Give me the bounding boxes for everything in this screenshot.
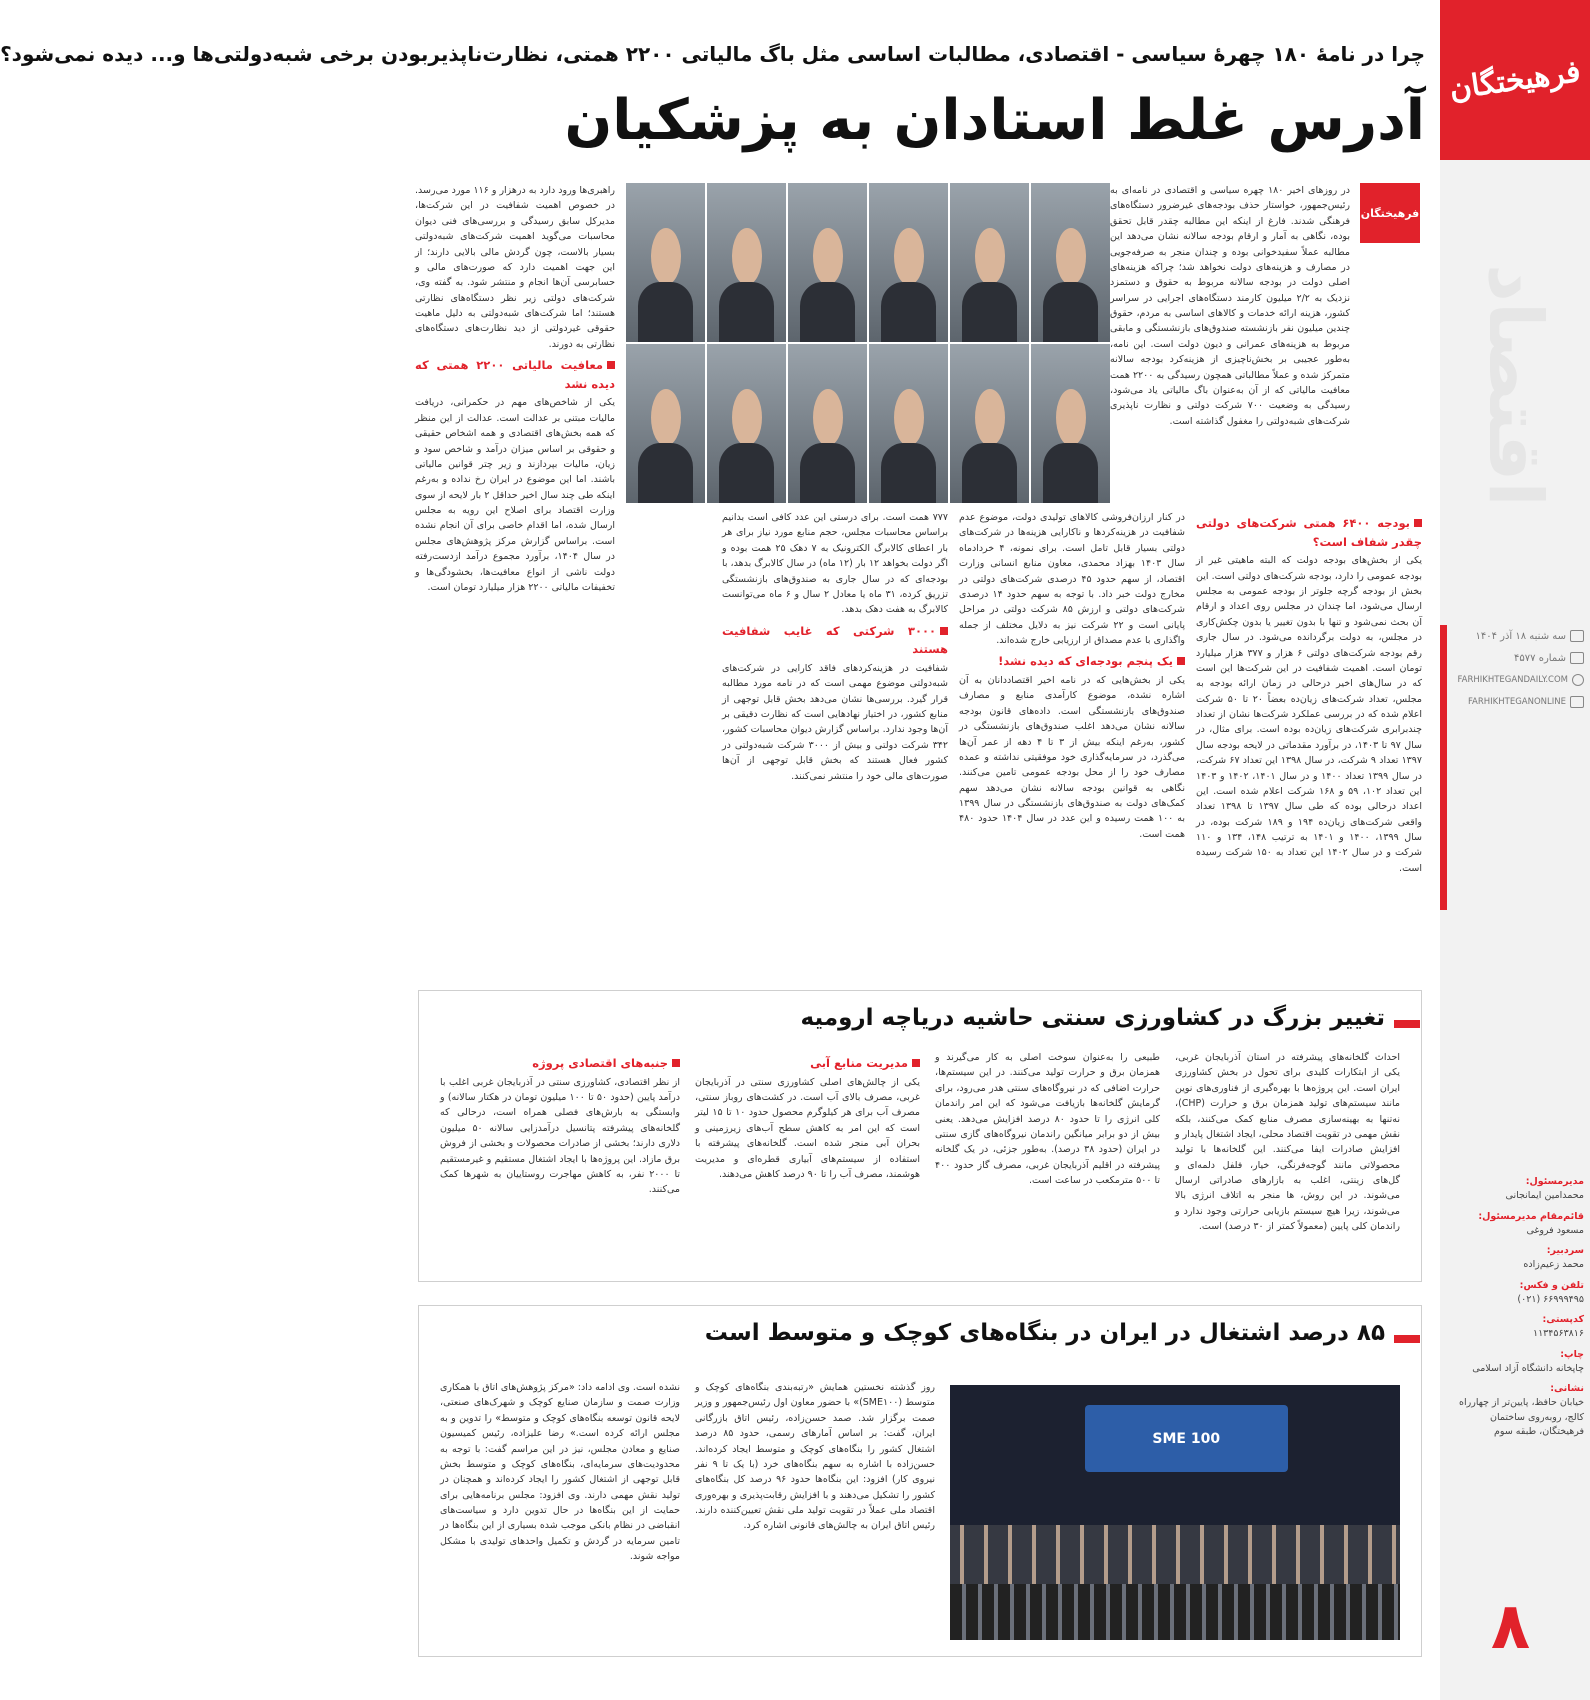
site-row[interactable] [1449, 674, 1584, 686]
issue-meta [1449, 630, 1584, 718]
staff-label: قائم‌مقام مدیرمسئول: [1478, 1210, 1584, 1222]
portrait-photo [869, 344, 948, 503]
newspaper-icon [1570, 652, 1584, 664]
col3-body-text: شفافیت در هزینه‌کردهای فاقد کارایی در شرکت‌های شبه‌دولتی موضوع مهمی است که در نامه مورد مطالبه قرار گیرد. بررسی‌ها نشان می‌دهد بخش قابل توجهی از منابع کشور، در اختیار نهادهایی است که نظارت دقیقی بر آن‌ها وجود ندارد. براساس گزارش دیوان محاسبات کشور، ۳۴۲ شرکت دولتی و بیش از ۳۰۰۰ شرکت شبه‌دولتی در کشور فعال هستند که بخش قابل توجهی از آن‌ها صورت‌های مالی خود را منتشر نمی‌کنند. [722, 662, 948, 782]
staff-value: مسعود فروغی [1526, 1224, 1584, 1236]
staff-value: ۶۶۹۹۹۴۹۵ (۰۲۱) [1517, 1293, 1584, 1305]
col2-top-text: در کنار ارزان‌فروشی کالاهای تولیدی دولت، موضوع عدم شفافیت در هزینه‌کردها و ناکارایی هزینه‌ها در شرکت‌های دولتی بسیار قابل تامل است. برای نمونه، ۴ خردادماه سال ۱۴۰۳ بهزاد محمدی، معاون منابع انسانی وزارت اقتصاد، از سهم حدود ۴۵ درصدی شرکت‌های دولتی در مخارج دولت خبر داد. با توجه به سهم حدود ۱۴ درصدی شرکت‌های دولتی و ارزش ۸۵ شرکت دولتی در مراحل پایانی است و ۲۲ شرکت نیز به دلایل مختلف از جمله واگذاری با عدم مصداق از ارزیابی خارج شده‌اند. [959, 512, 1186, 646]
urmia-col2 [935, 1050, 1160, 1265]
subhead: مدیریت منابع آبی [695, 1054, 920, 1073]
globe-icon [1572, 674, 1584, 686]
staff-value: خیابان حافظ، پایین‌تر از چهارراه کالج، روبه‌روی ساختمان فرهیختگان، طبقه سوم [1459, 1397, 1584, 1437]
column-logo: فرهیختگان [1360, 183, 1420, 243]
staff-value: محمدامین ایمانجانی [1505, 1190, 1584, 1202]
col2-body-text: یکی از بخش‌هایی که در نامه اخیر اقتصاددانان به آن اشاره نشده، موضوع کارآمدی منابع و مصارف صندوق‌های بازنشستگی است. داده‌های قانون بودجه سالانه نشان می‌دهد اغلب صندوق‌های بازنشستگی در کشور، به‌رغم اینکه بیش از ۳ تا ۴ دهه از عمر آن‌ها می‌گذرد، در سرمایه‌گذاری خود موفقیتی نداشته و عمده مصارف خود را از محل بودجه عمومی تامین می‌کنند. نگاهی به قوانین بودجه سالانه نشان می‌دهد سهم کمک‌های دولت به صندوق‌های بازنشستگی در سال ۱۳۹۹ به ۱۰۰ همت رسیده و این عدد در سال ۱۴۰۴ حدود ۴۸۰ همت است. [959, 675, 1186, 840]
staff-label: کدپستی: [1542, 1314, 1584, 1325]
lead-col1 [1196, 510, 1422, 978]
subhead: جنبه‌های اقتصادی پروژه [440, 1054, 680, 1073]
col1-body-text: یکی از بخش‌های بودجه دولت که البته ماهیتی غیر از بودجه عمومی را دارد، بودجه شرکت‌های دولتی است. این بخش از بودجه گرچه جلوتر از بودجه عمومی به مجلس ارسال می‌شود، اما چندان در مجلس روی اعداد و ارقام آن بحث نمی‌شود و تنها با بدون تغییر یا بدون چکش‌کاری در مجلس، به دولت برگردانده می‌شود. در سال جاری رقم بودجه شرکت‌های دولتی ۶ هزار و ۳۷۷ هزار میلیارد تومان است. اهمیت شفافیت در این شرکت‌ها این است که در سال‌های اخیر درحالی در زمان ارائه بودجه به مجلس، تعداد شرکت‌های زیان‌ده بعضاً ۲۰ تا ۵۰ شرکت اعلام شده که در بررسی عملکرد شرکت‌ها نشان از تعداد چندبرابری شرکت‌های زیان‌ده بوده است. برای مثال، در سال ۹۷ تا ۱۴۰۳، در برآورد مقدماتی در لایحه بودجه سال ۱۳۹۷ تعداد ۹ شرکت، در سال ۱۳۹۸ این تعداد ۶۷ شرکت، در سال ۱۳۹۹ تعداد ۱۴۰۰ و در سال ۱۴۰۱، ۱۴۰۲ و ۱۴۰۳ این تعداد ۱۰۲، ۵۹ و ۱۶۸ شرکت اعلام شده است. این اعداد درحالی بوده که طی سال ۱۳۹۷ تا ۱۳۹۸ تعداد واقعی شرکت‌های زیان‌ده ۱۹۴ و ۱۸۹ شرکت بوده، در سال ۱۳۹۹، ۱۴۰۰ و ۱۴۰۱ به ترتیب ۱۴۸، ۱۳۴ و ۱۱۰ شرکت و در سال ۱۴۰۲ این تعداد به ۱۵۰ شرکت رسیده است. [1196, 555, 1423, 874]
page-number: ۸ [1490, 1590, 1530, 1664]
col3-top-text: ۷۷۷ همت است. برای درستی این عدد کافی است بدانیم براساس محاسبات مجلس، حجم منابع مورد نیاز برای هر بار اعطای کالابرگ الکترونیک به ۷ دهک ۲۵ همت بوده و اگر دولت بخواهد ۱۲ بار (۱۲ ماه) در سال کالابرگ بدهد، با بودجه‌ای که در سال جاری به صندوق‌های بازنشستگی تزریق کرده، ۳۱ ماه یا معادل ۲ سال و ۶ ماه می‌توانست کالابرگ به هفت دهک بدهد. [722, 512, 949, 616]
crowd-front-row [950, 1584, 1400, 1640]
portrait-photo [626, 183, 705, 342]
title-accent [1394, 1020, 1420, 1028]
staff-box [1449, 1175, 1584, 1445]
subhead: یک پنجم بودجه‌ای که دیده نشد! [959, 652, 1185, 671]
urmia-col3 [695, 1050, 920, 1265]
lead-intro-text: در روزهای اخیر ۱۸۰ چهره سیاسی و اقتصادی در نامه‌ای به رئیس‌جمهور، خواستار حذف بودجه‌های غیرضرور دستگاه‌های فرهنگی شدند. فارغ از اینکه این مطالبه چقدر قابل تحقق بوده، نگاهی به آمار و ارقام بودجه سالانه نشان می‌دهد این مطالبه عملاً سفیدخوانی بوده و چندان منجر به صرفه‌جویی در مصارف و هزینه‌های دولت نخواهد شد؛ چراکه هزینه‌های اصلی دولت در بودجه سالانه مربوط به حقوق و دستمزد نزدیک به ۲/۲ میلیون کارمند دستگاه‌های اجرایی در سراسر کشور، هزینه ارائه خدمات و کالاهای اساسی به مردم، حقوق چندین میلیون نفر بازنشسته صندوق‌های بازنشستگی و مابقی مربوط به هزینه‌های عمرانی و دیون دولت است. این نامه، به‌طور عجیبی بر بخش‌ناچیزی از هزینه‌کرد بودجه سالانه متمرکز شده و عملاً مطالباتی همچون رسیدگی به ۲۲۰۰ همت معافیت مالیاتی که از آن به‌عنوان باگ مالیاتی یاد می‌شود، رسیدگی به وضعیت ۷۰۰ شرکت دولتی و نظارت ناپذیری شرکت‌های شبه‌دولتی را مغفول گذاشته است. [1110, 185, 1351, 427]
sme-col2-text: نشده است. وی ادامه داد: «مرکز پژوهش‌های اتاق با همکاری وزارت صمت و سازمان صنایع کوچک و شهرک‌های صنعتی، لایحه قانون توسعه بنگاه‌های کوچک و متوسط» را تدوین و به مجلس ارائه کرده است.» رضا علیزاده، رئیس کمیسیون صنایع و معادن مجلس، نیز در این مراسم گفت: با توجه به محدودیت‌های سرمایه‌ای، بنگاه‌های کوچک و متوسط بخش قابل توجهی از اشتغال کشور را ایجاد کرده‌اند و همچنان در تولید نقش مهمی دارند. وی افزود: مجلس برنامه‌هایی برای حمایت از این بنگاه‌ها در حال تدوین دارد و سیاست‌های انقباضی در نظام بانکی موجب شده بسیاری از این بنگاه‌ها در تامین سرمایه در گردش و تکمیل واحدهای تولیدی با مشکل مواجه شوند. [440, 1382, 680, 1563]
urmia-col1 [1175, 1050, 1400, 1265]
subhead: ۳۰۰۰ شرکتی که غایب شفافیت هستند [722, 622, 948, 659]
title-accent [1394, 1335, 1420, 1343]
urmia-col1-text: احداث گلخانه‌های پیشرفته در استان آذربایجان غربی، یکی از ابتکارات کلیدی برای تحول در بخش کشاورزی ایران است. این پروژه‌ها با بهره‌گیری از فناوری‌های نوین مانند سیستم‌های تولید همزمان برق و حرارت (CHP)، نه‌تنها به بهینه‌سازی مصرف منابع کمک می‌کنند، بلکه نقش مهمی در تقویت اقتصاد محلی، ایجاد اشتغال پایدار و افزایش صادرات ایفا می‌کنند. این گلخانه‌ها با تولید محصولاتی مانند گوجه‌فرنگی، خیار، فلفل دلمه‌ای و گل‌های زینتی، اغلب به بازارهای صادراتی ارسال می‌شوند. در این روش، ها منجر به اتلاف انرژی بالا می‌شوند، زیرا هیچ سیستم بازیابی حرارتی وجود ندارد و راندمان کلی پایین (معمولاً کمتر از ۳۰ درصد) است. [1175, 1052, 1400, 1233]
banner-text: SME 100 [1152, 1430, 1221, 1447]
sme-title[interactable]: ۸۵ درصد اشتغال در ایران در بنگاه‌های کوچک و متوسط است [704, 1320, 1385, 1346]
lead-col2 [959, 510, 1185, 978]
section-label: اقتصاد [1472, 263, 1558, 507]
issue-row [1449, 652, 1584, 664]
staff-value: محمد زعیم‌زاده [1523, 1259, 1584, 1271]
accent-stripe [1440, 625, 1447, 910]
portrait-photo [707, 344, 786, 503]
issue-date: سه شنبه ۱۸ آذر ۱۴۰۴ [1475, 630, 1566, 642]
lead-headline[interactable]: آدرس غلط استادان به پزشکیان [564, 88, 1425, 153]
sme-col2 [440, 1380, 680, 1640]
staff-label: چاپ: [1560, 1348, 1584, 1360]
portrait-photo [950, 183, 1029, 342]
sme-col1 [695, 1380, 935, 1640]
staff-label: سردبیر: [1546, 1245, 1584, 1256]
calendar-icon [1570, 630, 1584, 642]
social-icon [1570, 696, 1584, 708]
lead-col4 [415, 183, 615, 978]
portrait-photo [1031, 183, 1110, 342]
col4-body-text: یکی از شاخص‌های مهم در حکمرانی، دریافت مالیات مبتنی بر عدالت است. عدالت از این منظر که همه بخش‌های اقتصادی و همه اشخاص حقیقی و حقوقی بر اساس میزان درآمد و شاخص سود و زیان، مالیات بپردازند و زیر چتر قوانین مالیاتی باشند. اما این موضوع در ایران رخ نداده و به‌رغم اینکه طی چند سال اخیر حداقل ۲ بار لایحه از سوی وزارت اقتصاد برای اصلاح این رویه به مجلس ارسال شده، اما اقدام خاصی برای آن انجام نشده است. براساس گزارش مرکز پژوهش‌های مجلس در سال ۱۴۰۴، برآورد مجموع درآمد ازدست‌رفته دولت ناشی از انواع معافیت‌ها، بخشودگی‌ها و تخفیفات مالیاتی ۲۲۰۰ هزار میلیارد تومان است. [415, 397, 615, 593]
date-row [1449, 630, 1584, 642]
portrait-photo [626, 344, 705, 503]
section-name [1460, 175, 1570, 595]
urmia-title[interactable]: تغییر بزرگ در کشاورزی سنتی حاشیه دریاچه ارومیه [800, 1005, 1385, 1031]
portrait-photo [788, 183, 867, 342]
portrait-photo [869, 183, 948, 342]
subhead: معافیت مالیاتی ۲۲۰۰ همتی که دیده نشد [415, 356, 615, 393]
lead-intro [1110, 183, 1350, 503]
portrait-photo [1031, 344, 1110, 503]
lead-col3 [722, 510, 948, 978]
social-handle[interactable]: FARHIKHTEGANONLINE [1467, 697, 1566, 707]
portrait-photo [707, 183, 786, 342]
portrait-photo [788, 344, 867, 503]
sme-col1-text: روز گذشته نخستین همایش «رتبه‌بندی بنگاه‌های کوچک و متوسط (SME۱۰۰)» با حضور معاون اول رئیس‌جمهور و وزیر صمت برگزار شد. صمد حسن‌زاده، رئیس اتاق بازرگانی ایران، گفت: بر اساس آمارهای رسمی، حدود ۸۵ درصد اشتغال کشور را بنگاه‌های کوچک و متوسط ایجاد کرده‌اند. حسن‌زاده با اشاره به سهم بنگاه‌های خرد (با یک تا ۹ نفر نیروی کار) افزود: این بنگاه‌ها حدود ۹۶ درصد کل بنگاه‌های کشور را تشکیل می‌دهند و با افزایش رقابت‌پذیری و بهره‌وری اقتصاد ملی عملاً در تقویت تولید ملی نقش تعیین‌کننده دارند. رئیس اتاق ایران به چالش‌های قانونی اشاره کرد. [695, 1382, 936, 1532]
staff-label: مدیرمسئول: [1525, 1176, 1584, 1187]
urmia-col4 [440, 1050, 680, 1265]
staff-label: تلفن و فکس: [1519, 1279, 1584, 1291]
website-link[interactable]: FARHIKHTEGANDAILY.COM [1457, 675, 1568, 685]
portrait-grid [626, 183, 1110, 503]
event-banner [1085, 1405, 1288, 1471]
subhead: بودجه ۶۴۰۰ همتی شرکت‌های دولتی چقدر شفاف است؟ [1196, 514, 1422, 551]
staff-label: نشانی: [1550, 1383, 1584, 1394]
urmia-col3-text: یکی از چالش‌های اصلی کشاورزی سنتی در آذربایجان غربی، مصرف بالای آب است. در کشت‌های روباز سنتی، مصرف آب برای هر کیلوگرم محصول حدود ۱۰ تا ۱۵ لیتر است که این امر به کاهش سطح آب‌های زیرزمینی و بحران آبی منجر شده است. گلخانه‌های پیشرفته با استفاده از سیستم‌های آبیاری قطره‌ای و مدیریت هوشمند، مصرف آب را تا ۹۰ درصد کاهش می‌دهند. [695, 1076, 921, 1180]
lead-kicker: چرا در نامهٔ ۱۸۰ چهرهٔ سیاسی - اقتصادی، مطالبات اساسی مثل باگ مالیاتی ۲۲۰۰ همتی، نظارت‌ناپذیربودن برخی شبه‌دولتی‌ها و... دیده نمی‌شود؟ [0, 42, 1425, 66]
social-row[interactable] [1449, 696, 1584, 708]
masthead-logo[interactable] [1440, 0, 1590, 160]
event-photo [950, 1385, 1400, 1640]
sidebar [1440, 0, 1590, 1700]
urmia-col2-text: طبیعی را به‌عنوان سوخت اصلی به کار می‌گیرند و همزمان برق و حرارت تولید می‌کنند. در این سیستم‌ها، حرارت اضافی که در نیروگاه‌های سنتی هدر می‌رود، برای گرمایش گلخانه‌ها بازیافت می‌شود که این امر راندمان کلی انرژی را تا حدود ۸۰ درصد افزایش می‌دهد. یعنی بیش از دو برابر میانگین راندمان نیروگاه‌های گازی سنتی در ایران (حدود ۳۸ درصد). به‌طور جزئی، در یک گلخانه پیشرفته در اقلیم آذربایجان غربی، مصرف گاز حدود ۴۰۰ تا ۵۰۰ مترمکعب در ساعت است. [935, 1052, 1161, 1186]
lead-intro-gap [1356, 248, 1422, 503]
staff-value: چاپخانه دانشگاه آزاد اسلامی [1472, 1362, 1584, 1374]
staff-value: ۱۱۳۴۵۶۳۸۱۶ [1532, 1328, 1584, 1340]
logo-text: فرهیختگان [1447, 53, 1583, 107]
issue-number: شماره ۴۵۷۷ [1514, 652, 1566, 664]
portrait-photo [950, 344, 1029, 503]
col4-top-text: راهبری‌ها ورود دارد به درهزار و ۱۱۶ مورد می‌رسد. در خصوص اهمیت شفافیت در این شرکت‌ها، مدیرکل سابق رسیدگی و بررسی‌های فنی دیوان محاسبات می‌گوید اهمیت شرکت‌های شبه‌دولتی بسیار بالاست، چون گردش مالی بالایی دارند؛ از این جهت اهمیت دارد که صورت‌های مالی و حسابرسی آن‌ها انجام و منتشر شود. به گفته وی، شرکت‌های دولتی زیر نظر دستگاه‌های نظارتی هستند؛ اما شرکت‌های شبه‌دولتی به دلیل ماهیت حقوقی غیردولتی از دید نظارت‌های دستگاه‌های نظارتی به دورند. [415, 185, 616, 350]
urmia-col4-text: از نظر اقتصادی، کشاورزی سنتی در آذربایجان غربی اغلب با درآمد پایین (حدود ۵۰ تا ۱۰۰ میلیون تومان در هکتار سالانه) و وابستگی به بارش‌های فصلی همراه است، درحالی که گلخانه‌های پیشرفته پتانسیل درآمدزایی سالانه ۵۰ میلیون دلاری دارند؛ بخشی از صادرات محصولات و بخشی از فروش برق مازاد. این پروژه‌ها با ایجاد اشتغال مستقیم و غیرمستقیم تا ۲۰۰۰ نفر، به کاهش مهاجرت روستاییان به شهرها کمک می‌کنند. [440, 1076, 680, 1196]
